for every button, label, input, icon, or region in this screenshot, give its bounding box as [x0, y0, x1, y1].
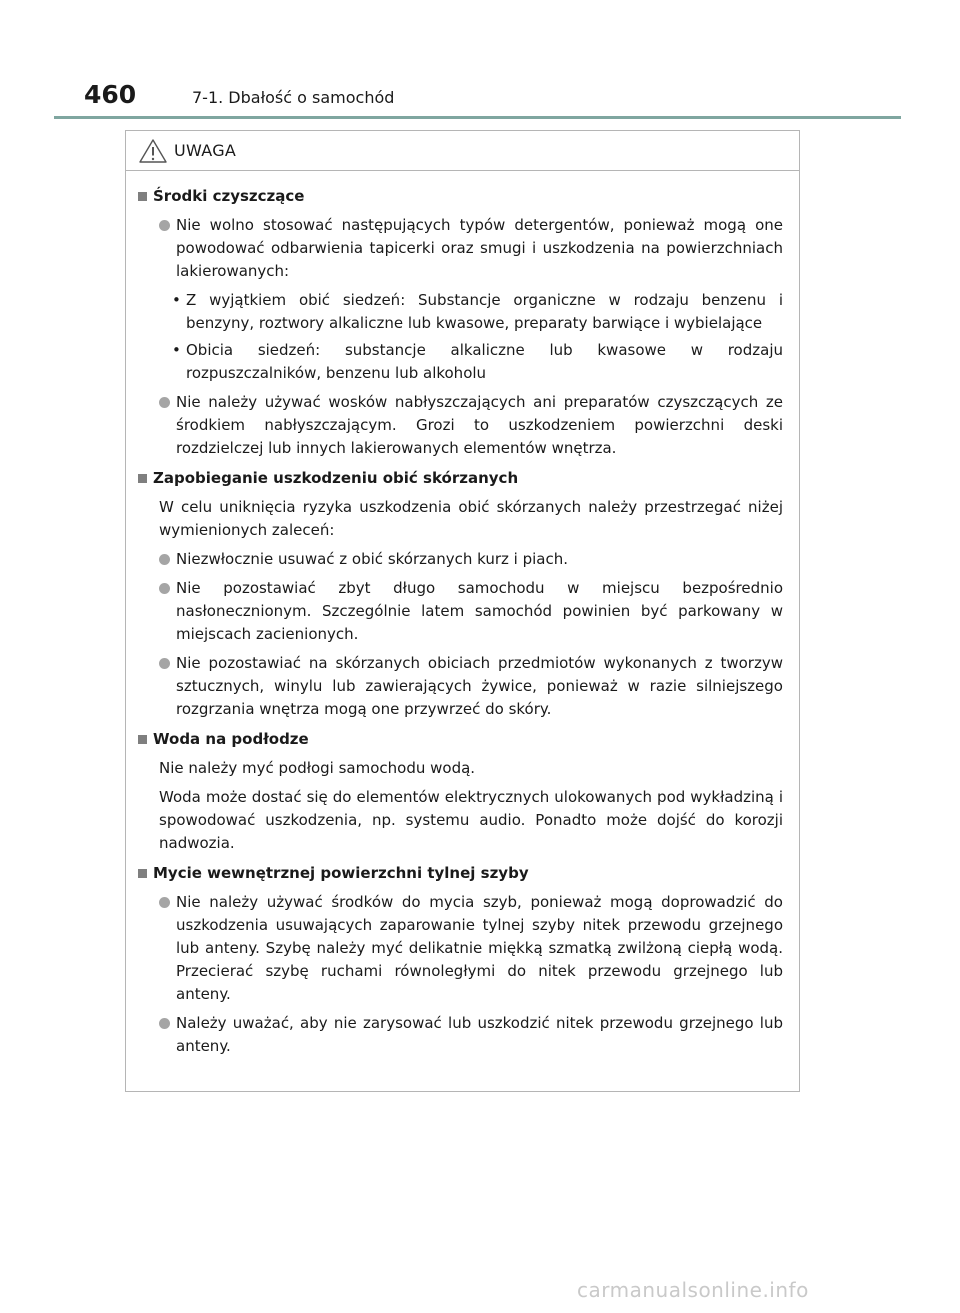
square-bullet-icon: [138, 192, 147, 201]
round-bullet-icon: [159, 583, 170, 594]
warning-triangle-icon: [138, 138, 168, 164]
round-bullet-icon: [159, 897, 170, 908]
dot-bullet: •: [172, 341, 181, 359]
list-item: Nie należy używać wosków nabłyszczających ani preparatów czyszczących ze środkiem nabłyszczającym. Grozi to uszkodzeniem powierzchni deski rozdzielczej lub innych lakierowanych elementów wnętrza.: [159, 391, 783, 460]
sub-list-item: • Obicia siedzeń: substancje alkaliczne lub kwasowe w rodzaju rozpuszczalników, benzenu lub alkoholu: [172, 339, 783, 385]
square-bullet-icon: [138, 869, 147, 878]
page-header: [84, 80, 394, 109]
section-heading: Woda na podłodze: [138, 728, 783, 751]
list-item: Należy uważać, aby nie zarysować lub uszkodzić nitek przewodu grzejnego lub anteny.: [159, 1012, 783, 1058]
round-bullet-icon: [159, 658, 170, 669]
round-bullet-icon: [159, 397, 170, 408]
watermark: carmanualsonline.info: [577, 1278, 809, 1302]
header-rule: [54, 116, 901, 119]
section-heading: Zapobieganie uszkodzeniu obić skórzanych: [138, 467, 783, 490]
list-item: Nie pozostawiać na skórzanych obiciach przedmiotów wykonanych z tworzyw sztucznych, winylu lub zawierających żywice, ponieważ w razie silniejszego rozgrzania wnętrza mogą one przywrzeć do skóry.: [159, 652, 783, 721]
sub-list-item: • Z wyjątkiem obić siedzeń: Substancje organiczne w rodzaju benzenu i benzyny, roztwory alkaliczne lub kwasowe, preparaty barwiące i wybielające: [172, 289, 783, 335]
square-bullet-icon: [138, 474, 147, 483]
square-bullet-icon: [138, 735, 147, 744]
dot-bullet: •: [172, 291, 181, 309]
round-bullet-icon: [159, 1018, 170, 1029]
section-heading: Mycie wewnętrznej powierzchni tylnej szyby: [138, 862, 783, 885]
warning-header: [126, 131, 799, 171]
list-item: Nie należy używać środków do mycia szyb, ponieważ mogą doprowadzić do uszkodzenia usuwających zaparowanie tylnej szyby nitek przewodu grzejnego lub anteny. Szybę należy myć delikatnie miękką szmatką zwilżoną ciepłą wodą. Przecierać szybę ruchami równoległymi do nitek przewodu grzejnego lub anteny.: [159, 891, 783, 1006]
page-number: 460: [84, 80, 137, 109]
list-item: Nie wolno stosować następujących typów detergentów, ponieważ mogą one powodować odbarwienia tapicerki oraz smugi i uszkodzenia na powierzchniach lakierowanych:: [159, 214, 783, 283]
section-heading: Środki czyszczące: [138, 185, 783, 208]
paragraph: W celu uniknięcia ryzyka uszkodzenia obić skórzanych należy przestrzegać niżej wymienionych zaleceń:: [159, 498, 783, 539]
warning-title: UWAGA: [174, 141, 237, 160]
round-bullet-icon: [159, 554, 170, 565]
paragraph: Woda może dostać się do elementów elektrycznych ulokowanych pod wykładziną i spowodować uszkodzenia, np. systemu audio. Ponadto może dojść do korozji nadwozia.: [159, 788, 783, 852]
section-title: 7-1. Dbałość o samochód: [192, 88, 395, 107]
warning-content: [126, 171, 799, 1058]
list-item: Niezwłocznie usuwać z obić skórzanych kurz i piach.: [159, 548, 783, 571]
list-item: Nie pozostawiać zbyt długo samochodu w miejscu bezpośrednio nasłonecznionym. Szczególnie latem samochód powinien być parkowany w miejscach zacienionych.: [159, 577, 783, 646]
round-bullet-icon: [159, 220, 170, 231]
warning-box: [125, 130, 800, 1092]
paragraph: Nie należy myć podłogi samochodu wodą.: [159, 759, 476, 777]
